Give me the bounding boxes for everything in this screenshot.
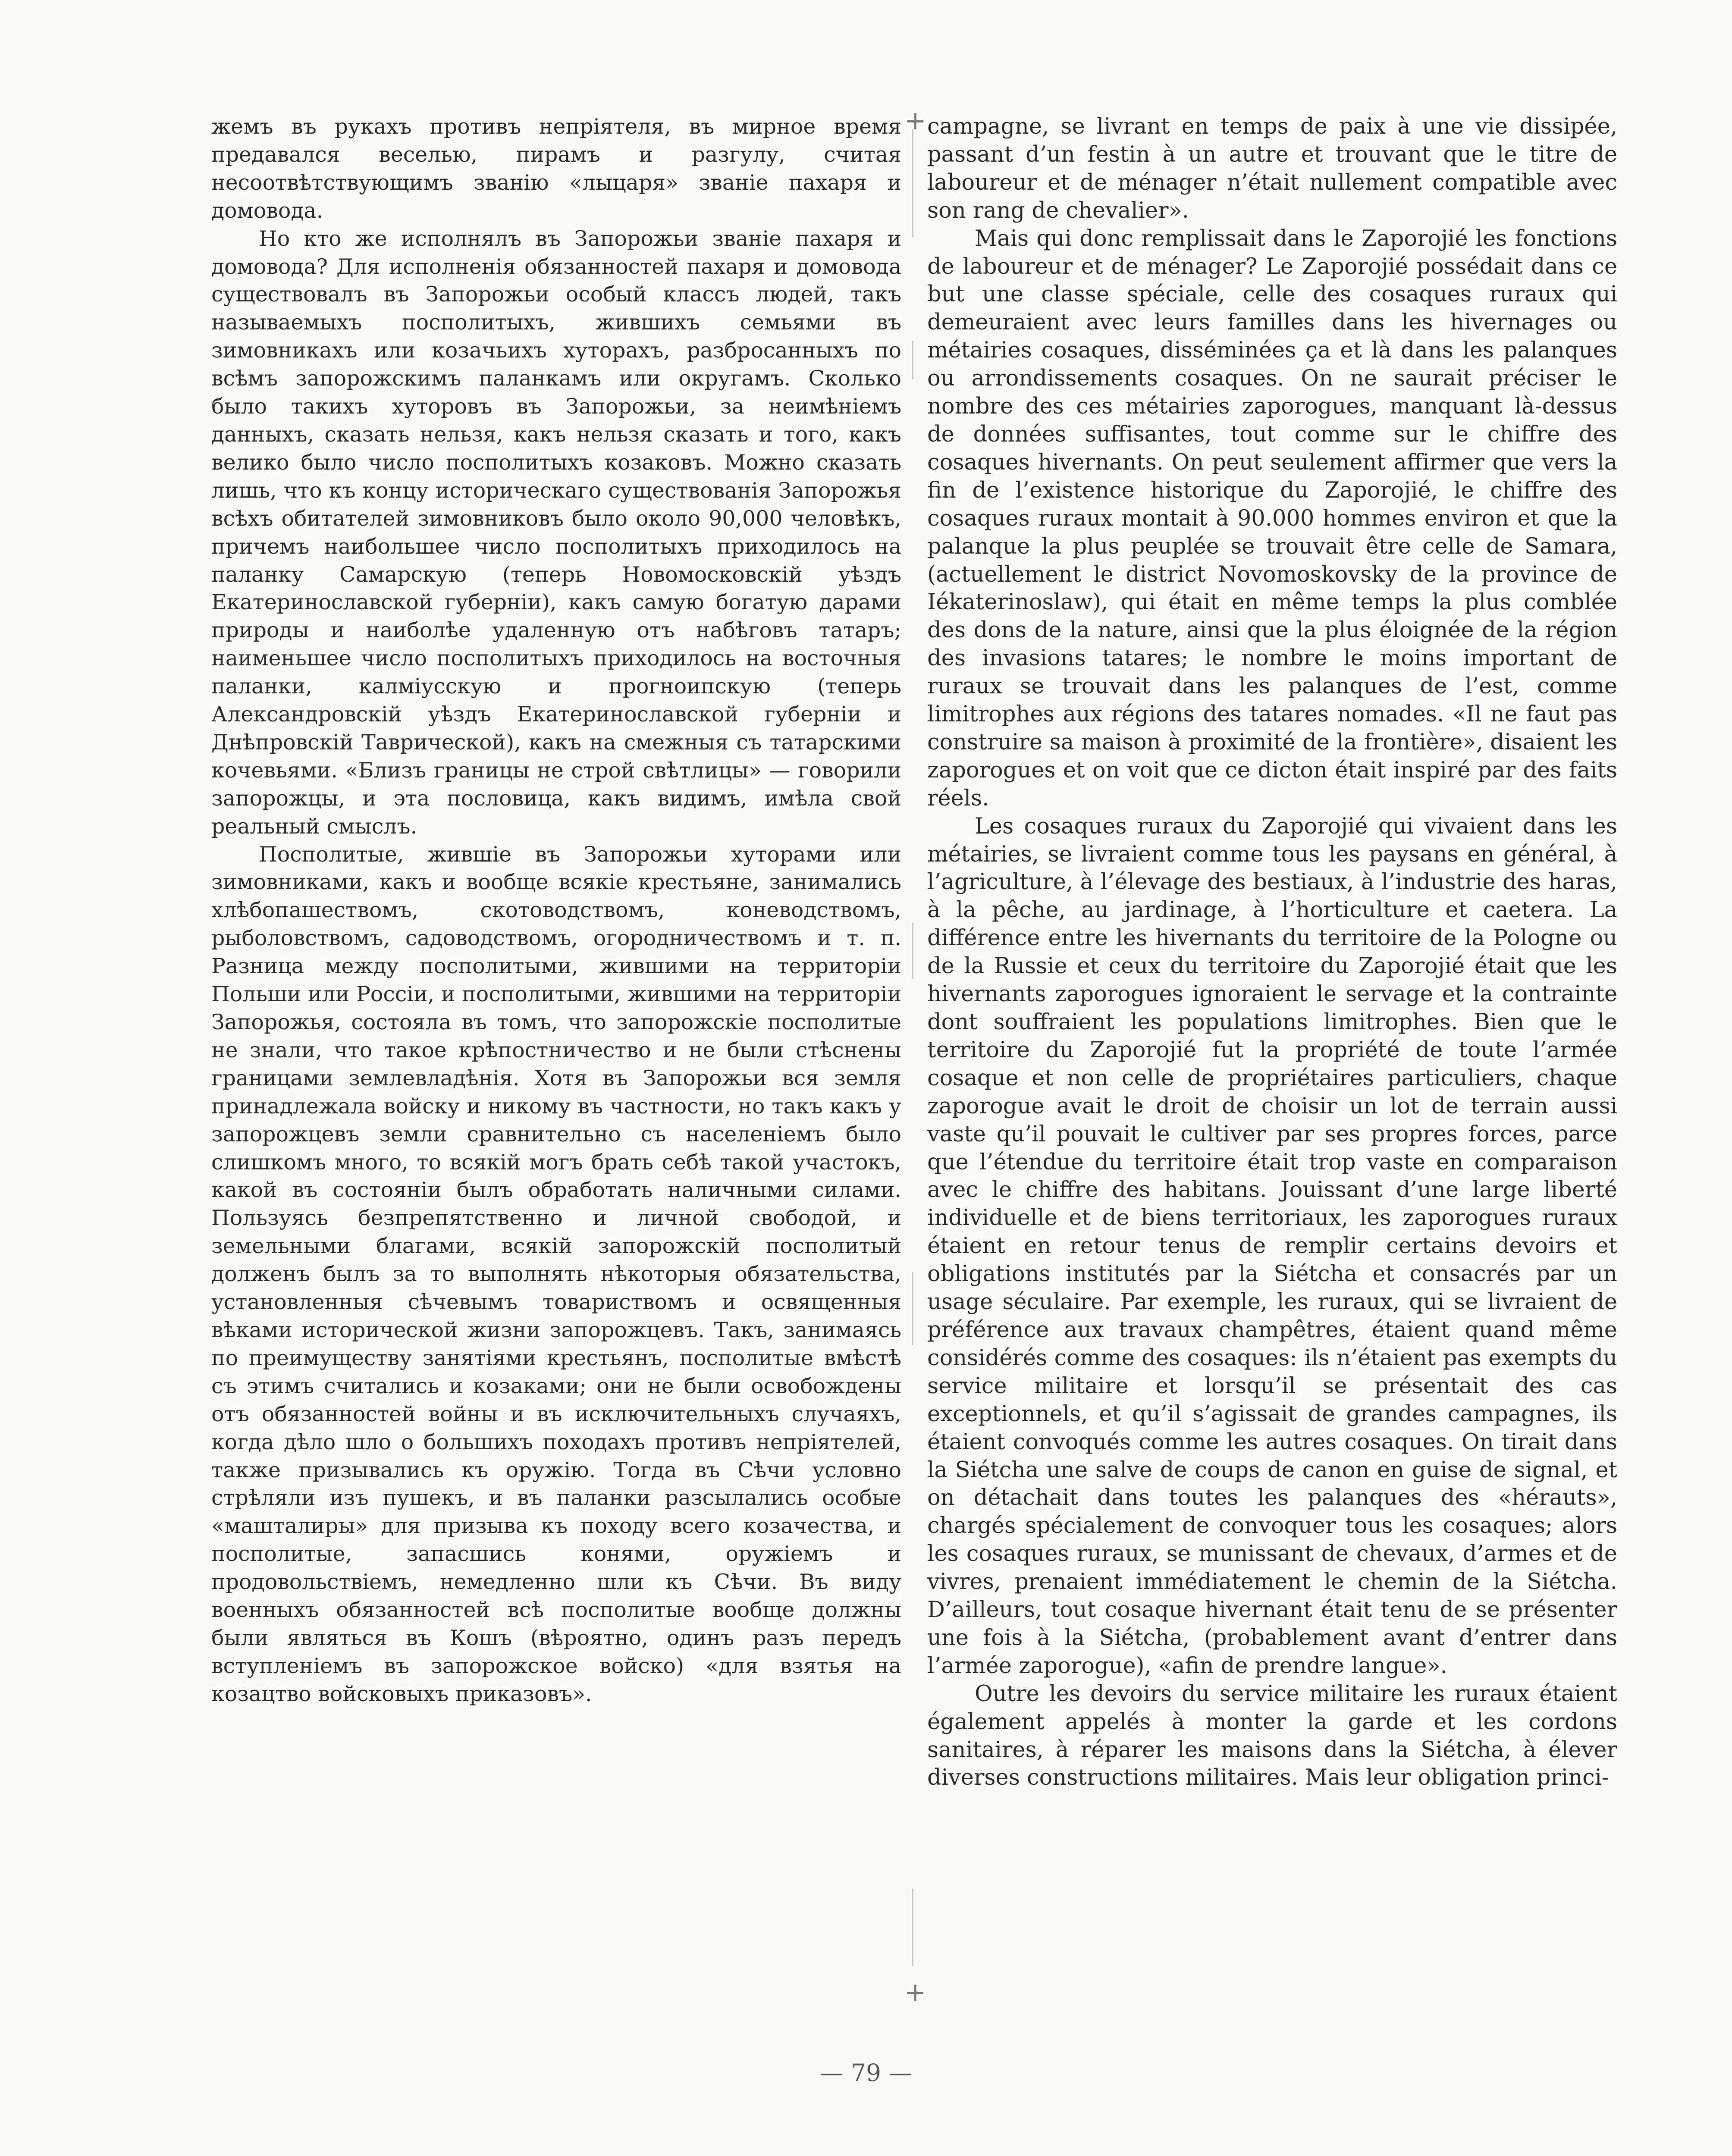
russian-paragraph: Но кто же исполнялъ въ Запорожьи званіе пахаря и домовода? Для исполненія обязанностей пахаря и домовода существовалъ въ Запорожьи особый классъ людей, такъ называемыхъ посполитыхъ, жившихъ семьями въ зимовникахъ или козачьихъ хуторахъ, разбросанныхъ по всѣмъ запорожскимъ паланкамъ или округамъ. Сколько было такихъ хуторовъ въ Запорожьи, за неимѣніемъ данныхъ, сказать нельзя, какъ нельзя сказать и того, какъ велико было число посполитыхъ козаковъ. Можно сказать лишь, что къ концу историческаго существованія Запорожья всѣхъ обитателей зимовниковъ было около 90,000 человѣкъ, причемъ наибольшее число посполитыхъ приходилось на паланку Самарскую (теперь Новомосковскій уѣздъ Екатеринославской губерніи), какъ самую богатую дарами природы и наиболѣе удаленную отъ набѣговъ татаръ; наименьшее число посполитыхъ приходилось на восточныя паланки, калміусскую и прогноипскую (теперь Александровскій уѣздъ Екатеринославской губерніи и Днѣпровскій Таврической), какъ на смежныя съ татарскими кочевьями. «Близъ границы не строй свѣтлицы» — говорили запорожцы, и эта пословица, какъ видимъ, имѣла свой реальный смыслъ.: [211, 226, 901, 839]
column-divider: [912, 1272, 913, 1345]
russian-paragraph: жемъ въ рукахъ противъ непріятеля, въ мирное время предавался веселью, пирамъ и разгулу, считая несоотвѣтствующимъ званію «лыцаря» званіе пахаря и домовода.: [211, 114, 901, 223]
column-divider: [912, 923, 913, 979]
french-paragraph: Les cosaques ruraux du Zaporojié qui vivaient dans les métairies, se livraient comme tous les paysans en général, à l’agriculture, à l’élevage des bestiaux, à l’industrie des haras, à la pêche, au jardinage, à l’horticulture et caetera. La différence entre les hivernants du territoire de la Pologne ou de la Russie et ceux du territoire du Zaporojié était que les hivernants zaporogues ignoraient le servage et la contrainte dont souffraient les populations limitrophes. Bien que le territoire du Zaporojié fut la propriété de toute l’armée cosaque et non celle de propriétaires particuliers, chaque zaporogue avait le droit de choisir un lot de terrain aussi vaste qu’il pouvait le cultiver par ses propres forces, parce que l’étendue du territoire était trop vaste en comparaison avec le chiffre des habitans. Jouissant d’une large liberté individuelle et de biens territoriaux, les zaporogues ruraux étaient en retour tenus de remplir certains devoirs et obligations institutés par la Siétcha et consacrés par un usage séculaire. Par exemple, les ruraux, qui se livraient de préférence aux travaux champêtres, étaient quand même considérés comme des cosaques: ils n’étaient pas exempts du service militaire et lorsqu’il se présentait des cas exceptionnels, et qu’il s’agissait de grandes campagnes, ils étaient convoqués comme les autres cosaques. On tirait dans la Siétcha une salve de coups de canon en guise de signal, et on détachait dans toutes les palanques des «hérauts», chargés spécialement de convoquer tous les cosaques; alors les cosaques ruraux, se munissant de chevaux, d’armes et de vivres, prenaient immédiatement le chemin de la Siétcha. D’ailleurs, tout cosaque hivernant était tenu de se présenter une fois à la Siétcha, (probablement avant d’entrer dans l’armée zaporogue), «afin de prendre langue».: [927, 813, 1617, 1679]
page-number: — 79 —: [819, 2059, 913, 2087]
russian-text-column: [211, 113, 901, 2028]
french-paragraph: Outre les devoirs du service militaire les ruraux étaient également appelés à monter la garde et les cordons sanitaires, à réparer les maisons dans la Siétcha, à élever diverses constructions militaires. Mais leur obligation princi-: [927, 1681, 1617, 1791]
russian-paragraph: Посполитые, жившіе въ Запорожьи хуторами или зимовниками, какъ и вообще всякіе крестьяне, занимались хлѣбопашествомъ, скотоводствомъ, коневодствомъ, рыболовствомъ, садоводствомъ, огородничествомъ и т. п. Разница между посполитыми, жившими на территоріи Польши или Россіи, и посполитыми, жившими на территоріи Запорожья, состояла въ томъ, что запорожскіе посполитые не знали, что такое крѣпостничество и не были стѣснены границами землевладѣнія. Хотя въ Запорожьи вся земля принадлежала войску и никому въ частности, но такъ какъ у запорожцевъ земли сравнительно съ населеніемъ было слишкомъ много, то всякій могъ брать себѣ такой участокъ, какой въ состояніи былъ обработать наличными силами. Пользуясь безпрепятственно и личной свободой, и земельными благами, всякій запорожскій посполитый долженъ былъ за то выполнять нѣкоторыя обязательства, установленныя сѣчевымъ товариствомъ и освященныя вѣками исторической жизни запорожцевъ. Такъ, занимаясь по преимуществу занятіями крестьянъ, посполитые вмѣстѣ съ этимъ считались и козаками; они не были освобождены отъ обязанностей войны и въ исключительныхъ случаяхъ, когда дѣло шло о большихъ походахъ противъ непріятелей, также призывались къ оружію. Тогда въ Сѣчи условно стрѣляли изъ пушекъ, и въ паланки разсылались особые «машталиры» для призыва къ походу всего козачества, и посполитые, запасшись конями, оружіемъ и продовольствіемъ, немедленно шли къ Сѣчи. Въ виду военныхъ обязанностей всѣ посполитые вообще должны были являться въ Кошъ (вѣроятно, одинъ разъ передъ вступленіемъ въ запорожское войско) «для взятья на козацтво войсковыхъ приказовъ».: [211, 842, 901, 1706]
column-divider: [912, 1889, 913, 1966]
french-paragraph: Mais qui donc remplissait dans le Zaporojié les fonctions de laboureur et de ménager? Le Zaporojié possédait dans ce but une classe spéciale, celle des cosaques ruraux qui demeuraient avec leurs familles dans les hivernages ou métairies cosaques, disséminées ça et là dans les palanques ou arrondissements cosaques. On ne saurait préciser le nombre des ces métairies zaporogues, manquant là-dessus de données suffisantes, tout comme sur le chiffre des cosaques hivernants. On peut seulement affirmer que vers la fin de l’existence historique du Zaporojié, le chiffre des cosaques ruraux montait à 90.000 hommes environ et que la palanque la plus peuplée se trouvait être celle de Samara, (actuellement le district Novomoskovsky de la province de Iékaterinoslaw), qui était en même temps la plus comblée des dons de la nature, ainsi que la plus éloignée de la région des invasions tatares; le nombre le moins important de ruraux se trouvait dans les palanques de l’est, comme limitrophes aux régions des tatares nomades. «Il ne faut pas construire sa maison à proximité de la frontière», disaient les zaporogues et on voit que ce dicton était inspiré par des faits réels.: [927, 226, 1617, 811]
registration-mark-bottom: +: [904, 1977, 926, 2007]
column-divider: [912, 129, 913, 237]
registration-mark-top: +: [904, 106, 926, 136]
french-text-column: [927, 113, 1617, 2028]
column-divider: [912, 341, 913, 379]
french-paragraph: campagne, se livrant en temps de paix à une vie dissipée, passant d’un festin à un autre et trouvant que le titre de laboureur et de ménager n’était nullement compatible avec son rang de chevalier».: [927, 114, 1617, 223]
